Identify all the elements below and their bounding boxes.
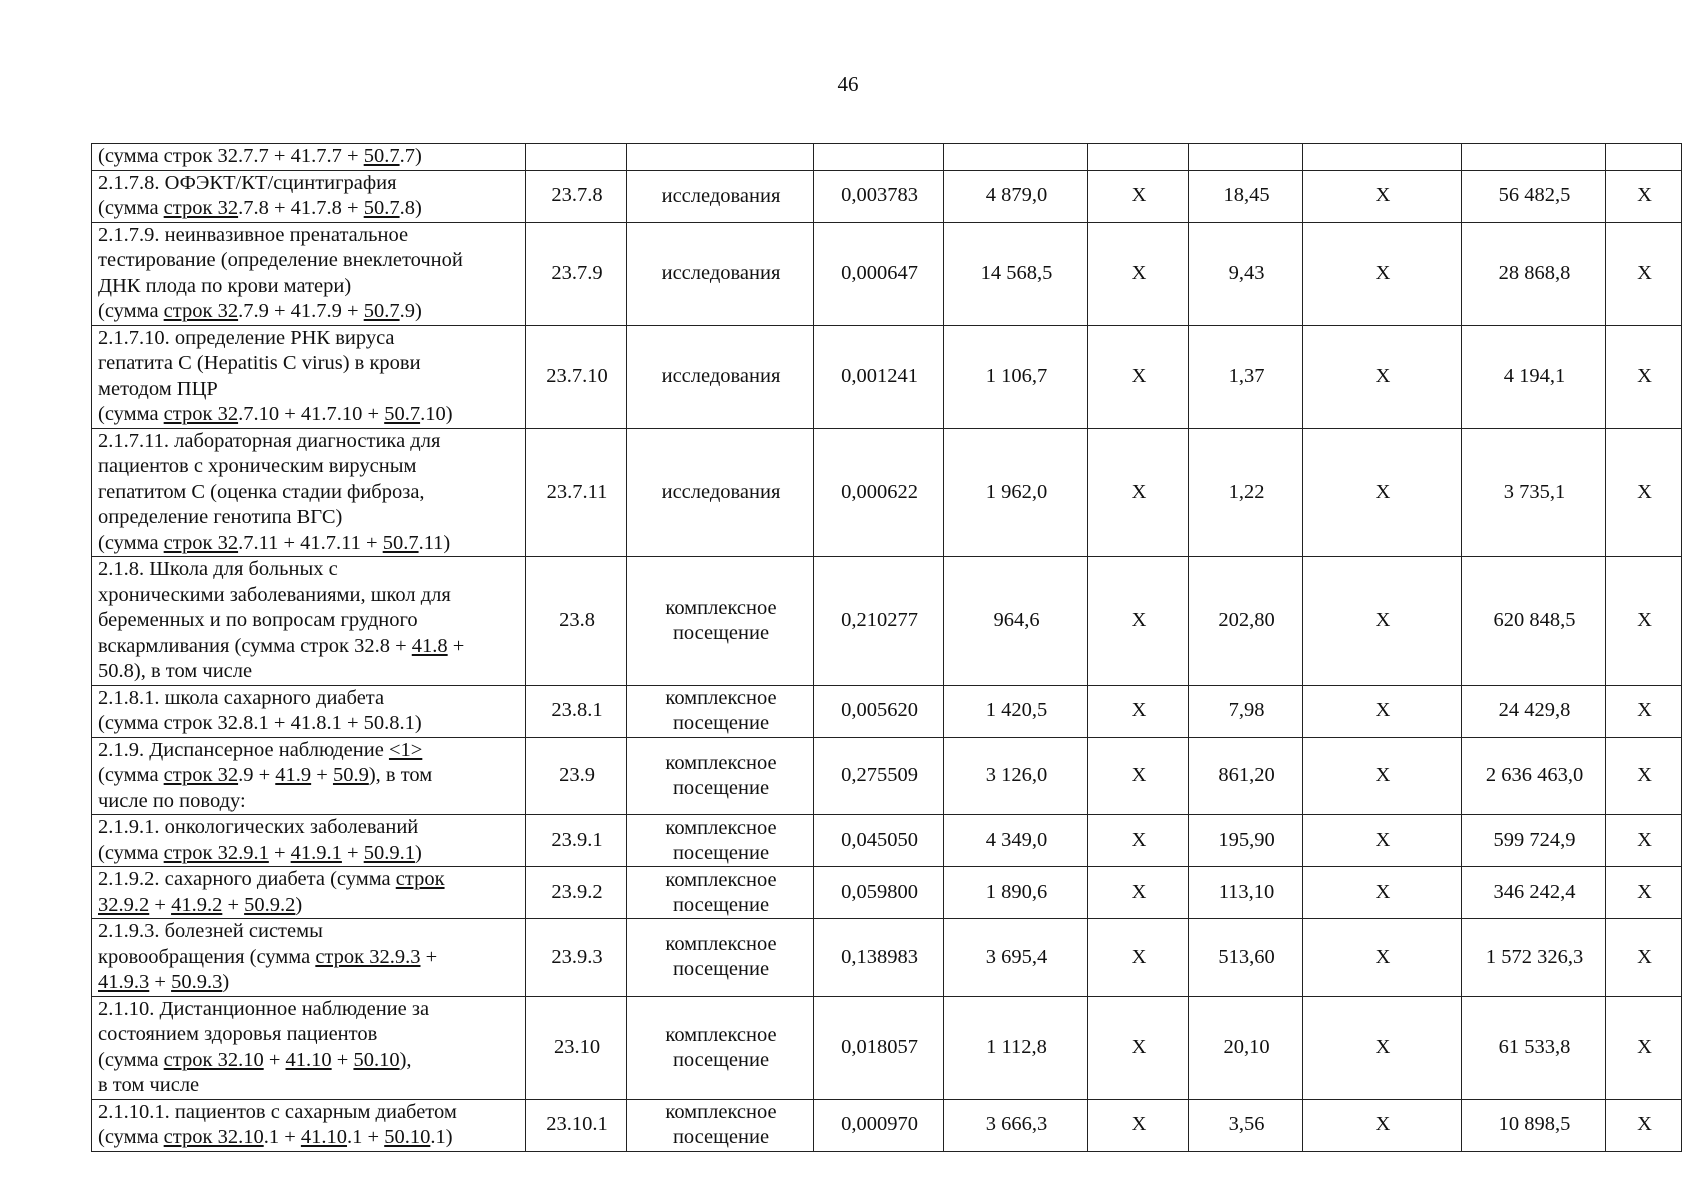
norm-volume-cell (814, 144, 944, 171)
col10-cell: X (1606, 996, 1682, 1099)
table-row (92, 222, 1682, 325)
indicator-name-cell (92, 737, 526, 815)
total-cost-cell: 1 572 326,3 (1462, 919, 1606, 997)
name-text: вскармливания (сумма строк 32.8 + (98, 634, 412, 657)
col6-cell: X (1088, 557, 1189, 686)
name-text: .1 + (347, 1126, 385, 1148)
table-row (92, 815, 1682, 867)
col10-cell: X (1606, 867, 1682, 919)
indicator-name-cell (92, 325, 526, 428)
name-text: (сумма (98, 841, 164, 864)
name-link-text: строк 32.10 (163, 1126, 264, 1148)
col6-cell: X (1088, 1099, 1189, 1151)
name-text: + (149, 971, 172, 993)
norm-volume-cell: 0,000647 (814, 222, 944, 325)
page-number: 46 (837, 72, 859, 96)
unit-cell: исследования (627, 428, 814, 557)
norm-volume-cell: 0,000970 (814, 1099, 944, 1151)
name-text: 2.1.10.1. пациентов с сахарным диабетом (98, 1100, 457, 1123)
col6-cell: X (1088, 919, 1189, 997)
name-text: ) (222, 971, 230, 993)
col8-cell: X (1303, 1099, 1462, 1151)
col6-cell (1088, 144, 1189, 171)
name-link-text: 41.10 (285, 1048, 332, 1071)
name-text: ) (414, 841, 422, 864)
name-text: .7) (399, 145, 422, 167)
name-text: беременных и по вопросам грудного (98, 609, 418, 631)
cost-norm-cell: 1 112,8 (944, 996, 1088, 1099)
name-link-text: строк 32 (163, 764, 239, 786)
cost-norm-cell: 1 106,7 (944, 325, 1088, 428)
col10-cell: X (1606, 1099, 1682, 1151)
col6-cell: X (1088, 222, 1189, 325)
data-table (91, 143, 1682, 1152)
name-text: (сумма строк 32.8.1 + 41.8.1 + 50.8.1) (98, 712, 422, 734)
per-capita-cell: 3,56 (1189, 1099, 1303, 1151)
name-link-text: строк 32.9.3 (315, 945, 421, 968)
col6-cell: X (1088, 737, 1189, 815)
name-text: + (263, 1048, 286, 1071)
cost-norm-cell: 4 879,0 (944, 170, 1088, 222)
total-cost-cell: 599 724,9 (1462, 815, 1606, 867)
unit-cell (627, 144, 814, 171)
cost-norm-cell: 3 666,3 (944, 1099, 1088, 1151)
name-text: (сумма (98, 300, 164, 322)
per-capita-cell: 202,80 (1189, 557, 1303, 686)
table-row (92, 428, 1682, 557)
indicator-name-cell (92, 557, 526, 686)
table-row (92, 144, 1682, 171)
indicator-name-cell (92, 222, 526, 325)
table-row (92, 867, 1682, 919)
col10-cell: X (1606, 325, 1682, 428)
table-body (92, 144, 1682, 1152)
col10-cell (1606, 144, 1682, 171)
total-cost-cell: 3 735,1 (1462, 428, 1606, 557)
col6-cell: X (1088, 867, 1189, 919)
cost-norm-cell (944, 144, 1088, 171)
norm-volume-cell: 0,001241 (814, 325, 944, 428)
per-capita-cell: 513,60 (1189, 919, 1303, 997)
name-text: определение генотипа ВГС) (98, 506, 343, 528)
name-text: + (420, 945, 438, 968)
name-text: + (222, 893, 245, 916)
name-text: гепатитом С (оценка стадии фиброза, (98, 480, 425, 503)
indicator-name-cell (92, 867, 526, 919)
name-link-text: 50.9.3 (171, 971, 223, 993)
norm-volume-cell: 0,003783 (814, 170, 944, 222)
name-link-text: 41.9.3 (98, 971, 150, 993)
name-text: ДНК плода по крови матери) (98, 274, 352, 297)
col8-cell: X (1303, 170, 1462, 222)
unit-cell: комплексное посещение (627, 867, 814, 919)
row-number-cell: 23.9.1 (526, 815, 627, 867)
name-text: .9) (399, 300, 422, 322)
indicator-name-cell (92, 919, 526, 997)
unit-cell: комплексное посещение (627, 815, 814, 867)
name-link-text: 50.9.1 (363, 841, 415, 864)
per-capita-cell: 20,10 (1189, 996, 1303, 1099)
norm-volume-cell: 0,210277 (814, 557, 944, 686)
col8-cell: X (1303, 428, 1462, 557)
name-link-text: 41.9.2 (171, 893, 223, 916)
name-link-text: строк 32 (163, 197, 239, 219)
norm-volume-cell: 0,045050 (814, 815, 944, 867)
name-text: числе по поводу: (98, 789, 246, 812)
row-number-cell: 23.7.9 (526, 222, 627, 325)
name-text: + (331, 1048, 354, 1071)
table-row (92, 170, 1682, 222)
cost-norm-cell: 1 962,0 (944, 428, 1088, 557)
name-text: .7.10 + 41.7.10 + (238, 403, 385, 425)
total-cost-cell: 4 194,1 (1462, 325, 1606, 428)
norm-volume-cell: 0,275509 (814, 737, 944, 815)
unit-cell: комплексное посещение (627, 737, 814, 815)
indicator-name-cell (92, 1099, 526, 1151)
col6-cell: X (1088, 428, 1189, 557)
name-text: .1 + (263, 1126, 301, 1148)
norm-volume-cell: 0,138983 (814, 919, 944, 997)
row-number-cell: 23.7.11 (526, 428, 627, 557)
col8-cell: X (1303, 737, 1462, 815)
name-text: + (447, 634, 465, 657)
name-text: 2.1.7.8. ОФЭКТ/КТ/сцинтиграфия (98, 171, 397, 194)
name-text: 2.1.8. Школа для больных с (98, 558, 338, 580)
unit-cell: исследования (627, 222, 814, 325)
total-cost-cell: 28 868,8 (1462, 222, 1606, 325)
cost-norm-cell: 3 126,0 (944, 737, 1088, 815)
name-link-text: 50.7 (382, 531, 419, 554)
name-text: (сумма (98, 403, 164, 425)
name-text: ) (295, 893, 303, 916)
name-text: пациентов с хроническим вирусным (98, 455, 417, 477)
name-text: состоянием здоровья пациентов (98, 1023, 378, 1045)
row-number-cell: 23.10 (526, 996, 627, 1099)
cost-norm-cell: 14 568,5 (944, 222, 1088, 325)
col10-cell: X (1606, 170, 1682, 222)
unit-cell: комплексное посещение (627, 557, 814, 686)
name-text: 2.1.7.10. определение РНК вируса (98, 326, 395, 349)
name-link-text: 50.7 (363, 145, 400, 167)
row-number-cell: 23.7.10 (526, 325, 627, 428)
total-cost-cell (1462, 144, 1606, 171)
name-link-text: 50.7 (384, 403, 421, 425)
per-capita-cell (1189, 144, 1303, 171)
col10-cell: X (1606, 919, 1682, 997)
name-text: .7.8 + 41.7.8 + (238, 197, 364, 219)
name-link-text: 50.9 (332, 764, 369, 786)
name-link-text: 41.10 (300, 1126, 348, 1148)
norm-volume-cell: 0,018057 (814, 996, 944, 1099)
name-text: + (268, 841, 291, 864)
name-text: (сумма (98, 531, 164, 554)
table-row (92, 1099, 1682, 1151)
name-text: + (341, 841, 364, 864)
name-text: .9 + (238, 764, 276, 786)
name-text: ), (399, 1048, 412, 1071)
per-capita-cell: 1,37 (1189, 325, 1303, 428)
per-capita-cell: 1,22 (1189, 428, 1303, 557)
name-text: методом ПЦР (98, 377, 218, 400)
name-text: .11) (418, 531, 451, 554)
name-text: .1) (430, 1126, 453, 1148)
row-number-cell: 23.9.2 (526, 867, 627, 919)
per-capita-cell: 113,10 (1189, 867, 1303, 919)
name-text: 2.1.8.1. школа сахарного диабета (98, 686, 385, 709)
name-text: .7.11 + 41.7.11 + (238, 531, 383, 554)
name-text: (сумма (98, 1048, 164, 1071)
per-capita-cell: 195,90 (1189, 815, 1303, 867)
per-capita-cell: 18,45 (1189, 170, 1303, 222)
table-row (92, 557, 1682, 686)
col8-cell: X (1303, 867, 1462, 919)
unit-cell: комплексное посещение (627, 1099, 814, 1151)
cost-norm-cell: 964,6 (944, 557, 1088, 686)
col8-cell: X (1303, 996, 1462, 1099)
name-text: в том числе (98, 1074, 200, 1096)
name-text: кровообращения (сумма (98, 945, 316, 968)
col10-cell: X (1606, 222, 1682, 325)
name-link-text: 50.7 (363, 300, 400, 322)
col6-cell: X (1088, 325, 1189, 428)
cost-norm-cell: 1 890,6 (944, 867, 1088, 919)
col10-cell: X (1606, 815, 1682, 867)
name-link-text: 50.7 (363, 197, 400, 219)
indicator-name-cell (92, 144, 526, 171)
name-text: 2.1.9.2. сахарного диабета (сумма (98, 868, 396, 890)
name-text: 2.1.9.3. болезней системы (98, 920, 323, 942)
cost-norm-cell: 3 695,4 (944, 919, 1088, 997)
total-cost-cell: 61 533,8 (1462, 996, 1606, 1099)
name-text: 2.1.7.9. неинвазивное пренатальное (98, 223, 409, 246)
col8-cell: X (1303, 685, 1462, 737)
name-link-text: строк 32 (163, 531, 239, 554)
table-row (92, 737, 1682, 815)
name-text: 2.1.7.11. лабораторная диагностика для (98, 429, 441, 452)
unit-cell: исследования (627, 170, 814, 222)
name-text: (сумма (98, 1126, 164, 1148)
col6-cell: X (1088, 685, 1189, 737)
col6-cell: X (1088, 996, 1189, 1099)
name-link-text: 41.9 (275, 764, 312, 786)
name-text: (сумма (98, 764, 164, 786)
name-text: 2.1.10. Дистанционное наблюдение за (98, 997, 430, 1020)
total-cost-cell: 24 429,8 (1462, 685, 1606, 737)
name-text: + (311, 764, 333, 786)
name-link-text: <1> (388, 738, 423, 761)
per-capita-cell: 7,98 (1189, 685, 1303, 737)
name-link-text: строк 32 (163, 403, 239, 425)
name-text: (сумма строк 32.7.7 + 41.7.7 + (98, 145, 364, 167)
per-capita-cell: 861,20 (1189, 737, 1303, 815)
row-number-cell: 23.8 (526, 557, 627, 686)
name-link-text: строк (395, 868, 445, 890)
cost-norm-cell: 4 349,0 (944, 815, 1088, 867)
name-link-text: строк 32.9.1 (163, 841, 269, 864)
name-link-text: 41.9.1 (290, 841, 342, 864)
indicator-name-cell (92, 170, 526, 222)
col10-cell: X (1606, 557, 1682, 686)
unit-cell: комплексное посещение (627, 919, 814, 997)
indicator-name-cell (92, 685, 526, 737)
name-text: 2.1.9.1. онкологических заболеваний (98, 816, 419, 838)
norm-volume-cell: 0,005620 (814, 685, 944, 737)
total-cost-cell: 2 636 463,0 (1462, 737, 1606, 815)
row-number-cell (526, 144, 627, 171)
name-text: тестирование (определение внеклеточной (98, 249, 463, 271)
unit-cell: комплексное посещение (627, 685, 814, 737)
name-text: .7.9 + 41.7.9 + (238, 300, 364, 322)
name-text: ), в том (368, 764, 433, 786)
total-cost-cell: 620 848,5 (1462, 557, 1606, 686)
norm-volume-cell: 0,000622 (814, 428, 944, 557)
col10-cell: X (1606, 428, 1682, 557)
table-row (92, 325, 1682, 428)
col8-cell: X (1303, 557, 1462, 686)
col8-cell: X (1303, 325, 1462, 428)
unit-cell: комплексное посещение (627, 996, 814, 1099)
name-text: .10) (420, 403, 453, 425)
col10-cell: X (1606, 737, 1682, 815)
per-capita-cell: 9,43 (1189, 222, 1303, 325)
indicator-name-cell (92, 428, 526, 557)
cost-norm-cell: 1 420,5 (944, 685, 1088, 737)
col8-cell: X (1303, 919, 1462, 997)
col8-cell: X (1303, 815, 1462, 867)
name-text: + (149, 893, 172, 916)
indicator-name-cell (92, 815, 526, 867)
table-row (92, 996, 1682, 1099)
indicator-name-cell (92, 996, 526, 1099)
total-cost-cell: 10 898,5 (1462, 1099, 1606, 1151)
row-number-cell: 23.8.1 (526, 685, 627, 737)
unit-cell: исследования (627, 325, 814, 428)
name-link-text: 50.9.2 (244, 893, 296, 916)
row-number-cell: 23.10.1 (526, 1099, 627, 1151)
name-link-text: 50.10 (353, 1048, 400, 1071)
table-row (92, 919, 1682, 997)
name-text: .8) (399, 197, 422, 219)
row-number-cell: 23.9 (526, 737, 627, 815)
col6-cell: X (1088, 170, 1189, 222)
name-link-text: 50.10 (384, 1126, 431, 1148)
row-number-cell: 23.9.3 (526, 919, 627, 997)
name-text: хроническими заболеваниями, школ для (98, 583, 451, 606)
table-row (92, 685, 1682, 737)
name-text: 2.1.9. Диспансерное наблюдение (98, 738, 389, 761)
total-cost-cell: 346 242,4 (1462, 867, 1606, 919)
name-text: (сумма (98, 197, 164, 219)
col6-cell: X (1088, 815, 1189, 867)
name-text: гепатита С (Hepatitis C virus) в крови (98, 352, 421, 374)
col8-cell: X (1303, 222, 1462, 325)
col8-cell (1303, 144, 1462, 171)
norm-volume-cell: 0,059800 (814, 867, 944, 919)
name-link-text: строк 32.10 (163, 1048, 264, 1071)
name-link-text: 41.8 (411, 634, 448, 657)
total-cost-cell: 56 482,5 (1462, 170, 1606, 222)
row-number-cell: 23.7.8 (526, 170, 627, 222)
name-link-text: строк 32 (163, 300, 239, 322)
name-text: 50.8), в том числе (98, 660, 253, 682)
col10-cell: X (1606, 685, 1682, 737)
name-link-text: 32.9.2 (98, 893, 150, 916)
